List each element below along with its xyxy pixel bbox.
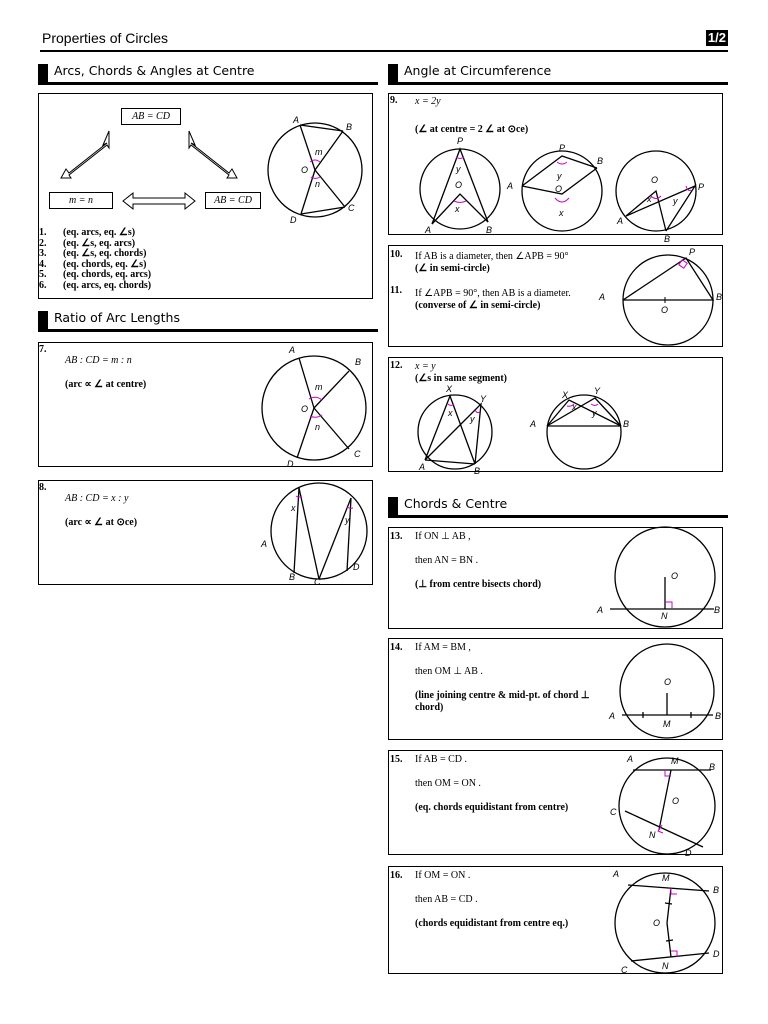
label-x: x [647, 194, 652, 204]
reason: (∠ at centre = 2 ∠ at ⊙ce) [415, 124, 529, 135]
label-y: y [470, 414, 475, 424]
label-O: O [555, 184, 563, 194]
label-B: B [597, 156, 604, 166]
statement-11: If ∠APB = 90°, then AB is a diameter. [415, 288, 571, 299]
label-x: x [455, 204, 460, 214]
reason: (eq. chords equidistant from centre) [415, 802, 569, 813]
circle-diagram-arc-ratio [259, 345, 369, 469]
box-14-midpoint-perpendicular: 14. If AM = BM , then OM ⊥ AB . (line joining centre & mid-pt. of chord ⊥ chord) O A B M [388, 638, 723, 740]
property-list [39, 228, 151, 291]
label-m: m [315, 382, 323, 392]
label-A: A [609, 711, 616, 721]
label-Y: Y [480, 394, 487, 404]
list-item: 1. (eq. arcs, eq. ∠s) [39, 227, 136, 238]
label-A: A [597, 605, 604, 615]
statement-if: If ON ⊥ AB , [415, 531, 471, 542]
circle-diagram-12a [415, 384, 495, 476]
box-arcs-chords-angles [38, 93, 373, 299]
reason: (∠s in same segment) [415, 373, 508, 384]
label-B: B [714, 605, 721, 615]
label-A: A [530, 419, 537, 429]
label-y: y [673, 196, 678, 206]
arrow-right-diagonal [189, 131, 237, 178]
label-A: A [419, 462, 426, 472]
statement-if: If OM = ON . [415, 870, 471, 881]
page-title: Properties of Circles [42, 30, 169, 46]
box-16-equidistant-chords-equal: 16. If OM = ON . then AB = CD . (chords equidistant from centre eq.) A M B O D C N [388, 866, 723, 974]
section-header-circumference: Angle at Circumference [388, 62, 728, 85]
statement-if: If AM = BM , [415, 642, 471, 653]
label-B: B [474, 466, 481, 476]
page-number: 1/2 [707, 30, 726, 45]
reason-line-2: chord) [415, 702, 444, 713]
label-n: n [315, 422, 321, 432]
label-O: O [653, 918, 661, 928]
list-item: 6. (eq. arcs, eq. chords) [39, 279, 152, 291]
label-y: y [592, 408, 597, 418]
label-B: B [716, 292, 723, 302]
circle-diagram-9b [507, 143, 607, 232]
label-B: B [346, 122, 353, 132]
statement-then: then AN = BN . [415, 555, 479, 566]
label-P: P [698, 182, 705, 192]
label-n: n [315, 179, 321, 189]
section-header-chords-centre: Chords & Centre [388, 495, 728, 518]
label-X: X [562, 390, 569, 400]
label-C: C [314, 577, 321, 587]
formula: AB : CD = m : n [65, 355, 132, 366]
label-P: P [457, 136, 464, 146]
statement-then: then AB = CD . [415, 894, 478, 905]
list-item: 5. (eq. chords, eq. arcs) [39, 269, 152, 280]
label-A: A [425, 225, 432, 235]
formula: AB : CD = x : y [65, 493, 129, 504]
label-B: B [715, 711, 722, 721]
label-x: x [559, 208, 564, 218]
label-O: O [301, 165, 309, 175]
label-x: x [572, 402, 577, 412]
label-M: M [671, 756, 679, 766]
label-O: O [672, 796, 680, 806]
label-x: x [291, 503, 296, 513]
label-B: B [486, 225, 493, 235]
label-equal-chords: AB = CD [205, 192, 261, 209]
list-item: 3. (eq. ∠s, eq. chords) [39, 248, 147, 259]
reason-line-1: (line joining centre & mid-pt. of chord ⊥ [415, 690, 590, 701]
formula: x = y [415, 361, 436, 372]
label-B: B [623, 419, 630, 429]
section-header-ratio: Ratio of Arc Lengths [38, 309, 378, 332]
circle-diagram-semicircle [599, 247, 723, 348]
label-D: D [713, 949, 720, 959]
label-A: A [627, 754, 634, 764]
statement-if: If AB = CD . [415, 754, 468, 765]
box-15-equal-chords-equidistant: 15. If AB = CD . then OM = ON . (eq. chords equidistant from centre) A M B O C N D [388, 750, 723, 855]
label-B: B [713, 885, 720, 895]
label-C: C [348, 203, 355, 213]
list-item: 4. (eq. chords, eq. ∠s) [39, 258, 147, 270]
circle-diagram-9c [611, 146, 705, 244]
circle-diagram-circumference-ratio [261, 481, 369, 587]
statement-10: If AB is a diameter, then ∠APB = 90° [415, 251, 569, 262]
label-y: y [456, 164, 461, 174]
label-x: x [448, 408, 453, 418]
label-N: N [661, 611, 668, 621]
statement-then: then OM = ON . [415, 778, 481, 789]
box-8-arc-ratio-circumference: 8. AB : CD = x : y (arc ∝ ∠ at ⊙ce) x y A B C D [38, 480, 373, 585]
circle-diagram-12b [530, 386, 630, 470]
reason: (arc ∝ ∠ at ⊙ce) [65, 517, 138, 528]
box-13-perpendicular-bisects: 13. If ON ⊥ AB , then AN = BN . (⊥ from centre bisects chord) O A B N [388, 527, 723, 629]
section-header-arcs: Arcs, Chords & Angles at Centre [38, 62, 378, 85]
circle-diagram-15 [610, 754, 716, 858]
label-N: N [649, 830, 656, 840]
label-B: B [664, 234, 671, 244]
label-B: B [355, 357, 362, 367]
label-C: C [621, 965, 628, 975]
label-O: O [664, 677, 672, 687]
label-A: A [261, 539, 268, 549]
label-O: O [455, 180, 463, 190]
label-A: A [289, 345, 296, 355]
arrow-horizontal [123, 193, 195, 209]
page-header [40, 30, 728, 52]
reason: (chords equidistant from centre eq.) [415, 918, 569, 929]
label-equal-angles: m = n [49, 192, 113, 209]
label-D: D [685, 848, 692, 858]
reason-11: (converse of ∠ in semi-circle) [415, 300, 541, 311]
formula: x = 2y [415, 96, 441, 107]
label-D: D [353, 562, 360, 572]
label-M: M [662, 873, 670, 883]
circle-diagram-16 [613, 869, 720, 975]
reason: (arc ∝ ∠ at centre) [65, 379, 147, 390]
label-X: X [446, 384, 453, 394]
circle-diagram-9a [415, 136, 505, 235]
label-P: P [689, 247, 696, 257]
box-7-arc-ratio: 7. AB : CD = m : n (arc ∝ ∠ at centre) A B O m n C D [38, 342, 373, 467]
reason: (⊥ from centre bisects chord) [415, 579, 542, 590]
label-y: y [345, 515, 350, 525]
label-O: O [671, 571, 679, 581]
box-9-angle-centre: 9. x = 2y (∠ at centre = 2 ∠ at ⊙ce) P y O x A B P y O x A B O x y P A B [388, 93, 723, 235]
label-m: m [315, 147, 323, 157]
label-B: B [289, 572, 296, 582]
circle-diagram-centre-angles [265, 115, 365, 225]
label-C: C [610, 807, 617, 817]
circle-diagram-14 [609, 643, 722, 738]
label-B: B [709, 762, 716, 772]
label-N: N [662, 961, 669, 971]
statement-then: then OM ⊥ AB . [415, 666, 483, 677]
label-A: A [617, 216, 624, 226]
label-A: A [613, 869, 620, 879]
label-C: C [354, 449, 361, 459]
circle-diagram-13 [597, 531, 721, 626]
reason-10: (∠ in semi-circle) [415, 263, 490, 274]
label-M: M [663, 719, 671, 729]
label-A: A [599, 292, 606, 302]
label-O: O [651, 175, 659, 185]
box-12-same-segment: 12. x = y (∠s in same segment) X x Y y A B X Y x y A B [388, 357, 723, 472]
label-equal-arcs: AB = CD [121, 108, 181, 125]
label-O: O [661, 305, 669, 315]
label-A: A [507, 181, 514, 191]
label-y: y [557, 171, 562, 181]
arrow-left-diagonal [61, 131, 109, 178]
label-A: A [293, 115, 300, 125]
label-Y: Y [594, 386, 601, 396]
label-O: O [301, 404, 309, 414]
label-D: D [287, 459, 294, 469]
label-D: D [290, 215, 297, 225]
list-item: 2. (eq. ∠s, eq. arcs) [39, 237, 136, 249]
box-10-11-semicircle: 10. If AB is a diameter, then ∠APB = 90° (∠ in semi-circle) 11. If ∠APB = 90°, then AB is a diameter. (converse of ∠ in semi-circle) P A B O [388, 245, 723, 347]
label-P: P [559, 143, 566, 153]
